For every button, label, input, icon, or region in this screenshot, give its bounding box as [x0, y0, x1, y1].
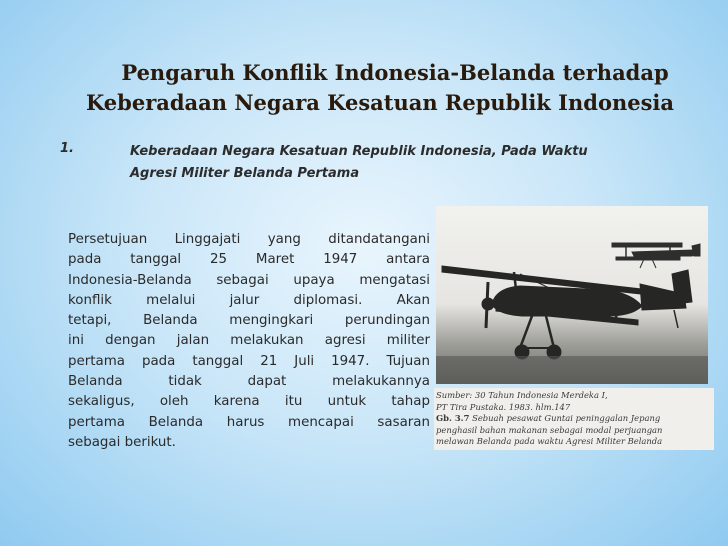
body-line: tetapi, Belanda mengingkari perundingan [68, 313, 430, 329]
body-line: sebagai berikut. [68, 434, 176, 450]
figure-label: Gb. 3.7 [436, 413, 470, 423]
body-line: sekaligus, oleh karena itu untuk tahap [68, 394, 430, 410]
section-heading-line-2: Agresi Militer Belanda Pertama [130, 166, 360, 181]
body-line: Persetujuan Linggajati yang ditandatangani [68, 232, 430, 247]
title-line-2: Keberadaan Negara Kesatuan Republik Indonesia [86, 90, 674, 115]
body-paragraph [68, 230, 430, 453]
caption-figure-line-2: penghasil bahan makanan sebagai modal perjuangan [436, 424, 663, 435]
body-line: pada tanggal 25 Maret 1947 antara [68, 252, 430, 268]
caption-source-line-2: PT Tira Pustaka. 1983. hlm.147 [436, 401, 571, 412]
biplane-illustration [436, 206, 708, 384]
section-heading [130, 141, 690, 185]
body-line: Belanda tidak dapat melakukannya [68, 374, 430, 390]
body-line: pertama pada tanggal 21 Juli 1947. Tujuan [68, 353, 430, 369]
section-heading-line-1: Keberadaan Negara Kesatuan Republik Indonesia, Pada Waktu [130, 144, 588, 159]
body-line: pertama Belanda harus mencapai sasaran [68, 414, 430, 430]
body-line: Indonesia-Belanda sebagai upaya mengatasi [68, 272, 430, 288]
caption-figure-line-3: melawan Belanda pada waktu Agresi Militer Belanda [436, 436, 663, 446]
biplane-photo [436, 206, 708, 384]
caption-figure-line-1 [436, 413, 712, 425]
photo-caption [434, 388, 714, 450]
title-line-1: Pengaruh Konflik Indonesia-Belanda terhadap [121, 60, 669, 85]
caption-figure-text-1: Sebuah pesawat Guntai peninggalan Jepang [472, 413, 661, 423]
section-number: 1. [60, 141, 74, 156]
slide-title [60, 58, 700, 118]
body-line: ini dengan jalan melakukan agresi militer [68, 333, 430, 349]
caption-source-line-1: Sumber: 30 Tahun Indonesia Merdeka I, [436, 390, 608, 400]
body-line: konflik melalui jalur diplomasi. Akan [68, 292, 430, 308]
